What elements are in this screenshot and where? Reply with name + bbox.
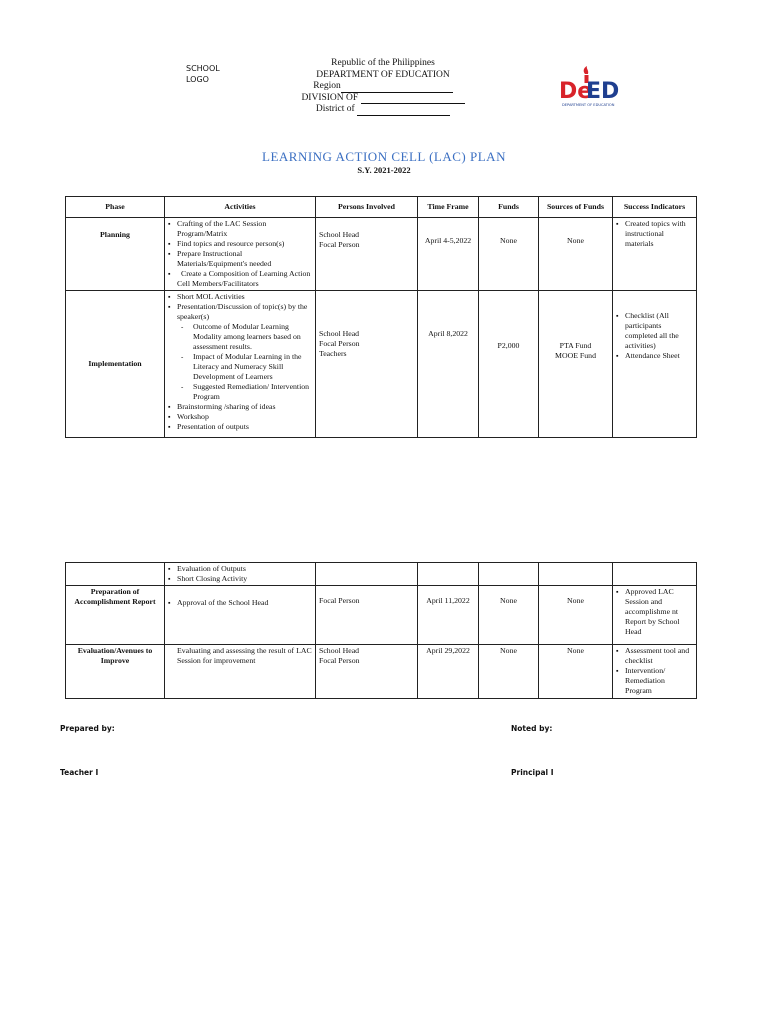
time-frame-cell: April 11,2022: [418, 586, 479, 645]
indicators-cell: [613, 586, 697, 645]
list-item: ▪ Workshop: [177, 412, 312, 422]
svg-text:De: De: [559, 79, 593, 104]
noted-by-label: Noted by:: [511, 724, 553, 733]
sources-cell: None: [539, 218, 613, 291]
svg-text:ED: ED: [586, 79, 620, 104]
list-item: ▪ Short Closing Activity: [177, 574, 312, 584]
time-frame-cell: April 29,2022: [418, 645, 479, 699]
sub-list-item: - Suggested Remediation/ Intervention Program: [193, 382, 312, 402]
col-time-frame: Time Frame: [418, 197, 479, 218]
list-item: ▪ Presentation/Discussion of topic(s) by the speaker(s) - Outcome of Modular Learning Modality among learners based on assessment results. - Impact of Modular Learning in the Literacy and Numeracy Skill Development of Learners - Suggested Remediation/ Intervention Program: [177, 302, 312, 402]
activities-cell: Evaluating and assessing the result of LAC Session for improvement: [165, 645, 316, 699]
list-item: ▪ Prepare Instructional Materials/Equipment's needed: [177, 249, 312, 269]
indicators-cell: [613, 645, 697, 699]
time-frame-cell: April 4-5,2022: [418, 218, 479, 291]
funds-cell: None: [479, 218, 539, 291]
svg-text:DEPARTMENT OF EDUCATION: DEPARTMENT OF EDUCATION: [562, 103, 615, 107]
activities-cell: [165, 218, 316, 291]
letterhead: [268, 58, 498, 116]
persons-cell: School Head Focal Person Teachers: [316, 291, 418, 438]
list-item: ▪ Create a Composition of Learning Action Cell Members/Facilitators: [177, 269, 312, 289]
phase-cell: Planning: [66, 218, 165, 291]
table-row: [66, 291, 697, 438]
activities-cell: [165, 291, 316, 438]
lac-plan-table-continued: [65, 562, 697, 699]
list-item: ▪ Short MOL Activities: [177, 292, 312, 302]
table-row: [66, 218, 697, 291]
deped-logo: [558, 66, 630, 110]
sources-cell: PTA Fund MOOE Fund: [539, 291, 613, 438]
list-item: ▪ Brainstorming /sharing of ideas: [177, 402, 312, 412]
persons-cell: Focal Person: [316, 586, 418, 645]
col-phase: Phase: [66, 197, 165, 218]
list-item: ▪ Checklist (All participants completed all the activities): [625, 311, 693, 351]
plan-title: LEARNING ACTION CELL (LAC) PLAN: [262, 149, 506, 164]
table-row: [66, 645, 697, 699]
region-line: Region: [268, 81, 498, 93]
list-item: ▪ Approved LAC Session and accomplishme nt Report by School Head: [625, 587, 693, 637]
school-logo-placeholder: SCHOOL LOGO: [186, 64, 220, 84]
sub-list-item: - Impact of Modular Learning in the Literacy and Numeracy Skill Development of Learners: [193, 352, 312, 382]
phase-cell: Evaluation/Avenues to Improve: [66, 645, 165, 699]
col-activities: Activities: [165, 197, 316, 218]
col-funds: Funds: [479, 197, 539, 218]
persons-cell: School Head Focal Person: [316, 218, 418, 291]
funds-cell: None: [479, 645, 539, 699]
principal-label: Principal I: [511, 768, 554, 777]
sources-cell: None: [539, 586, 613, 645]
funds-cell: None: [479, 586, 539, 645]
indicators-cell: [613, 291, 697, 438]
prepared-by-label: Prepared by:: [60, 724, 115, 733]
republic-line: Republic of the Philippines: [331, 58, 435, 68]
persons-cell: School Head Focal Person: [316, 645, 418, 699]
list-item: ▪ Approval of the School Head: [177, 598, 312, 608]
time-frame-cell: April 8,2022: [418, 291, 479, 438]
lac-plan-table: [65, 196, 697, 438]
list-item: ▪ Intervention/ Remediation Program: [625, 666, 693, 696]
list-item: ▪ Presentation of outputs: [177, 422, 312, 432]
sources-cell: None: [539, 645, 613, 699]
indicators-cell: [613, 218, 697, 291]
list-item: ▪ Assessment tool and checklist: [625, 646, 693, 666]
table-row: [66, 563, 697, 586]
phase-cell: Preparation of Accomplishment Report: [66, 586, 165, 645]
list-item: ▪ Crafting of the LAC Session Program/Matrix: [177, 219, 312, 239]
list-item: ▪ Evaluation of Outputs: [177, 564, 312, 574]
col-indicators: Success Indicators: [613, 197, 697, 218]
funds-cell: P2,000: [479, 291, 539, 438]
sub-list-item: - Outcome of Modular Learning Modality among learners based on assessment results.: [193, 322, 312, 352]
department-line: DEPARTMENT OF EDUCATION: [316, 69, 450, 80]
table-header-row: [66, 197, 697, 218]
phase-cell: Implementation: [66, 291, 165, 438]
teacher-label: Teacher I: [60, 768, 99, 777]
list-item: ▪ Created topics with instructional materials: [625, 219, 693, 249]
school-year: S.Y. 2021-2022: [357, 165, 411, 175]
list-item: ▪ Find topics and resource person(s): [177, 239, 312, 249]
phase-cell: [66, 563, 165, 586]
list-item: ▪ Attendance Sheet: [625, 351, 693, 361]
district-line: District of: [268, 104, 498, 116]
division-line: DIVISION OF: [268, 93, 498, 105]
activities-cell: [165, 586, 316, 645]
activities-cell: [165, 563, 316, 586]
col-persons: Persons Involved: [316, 197, 418, 218]
table-row: [66, 586, 697, 645]
col-sources: Sources of Funds: [539, 197, 613, 218]
